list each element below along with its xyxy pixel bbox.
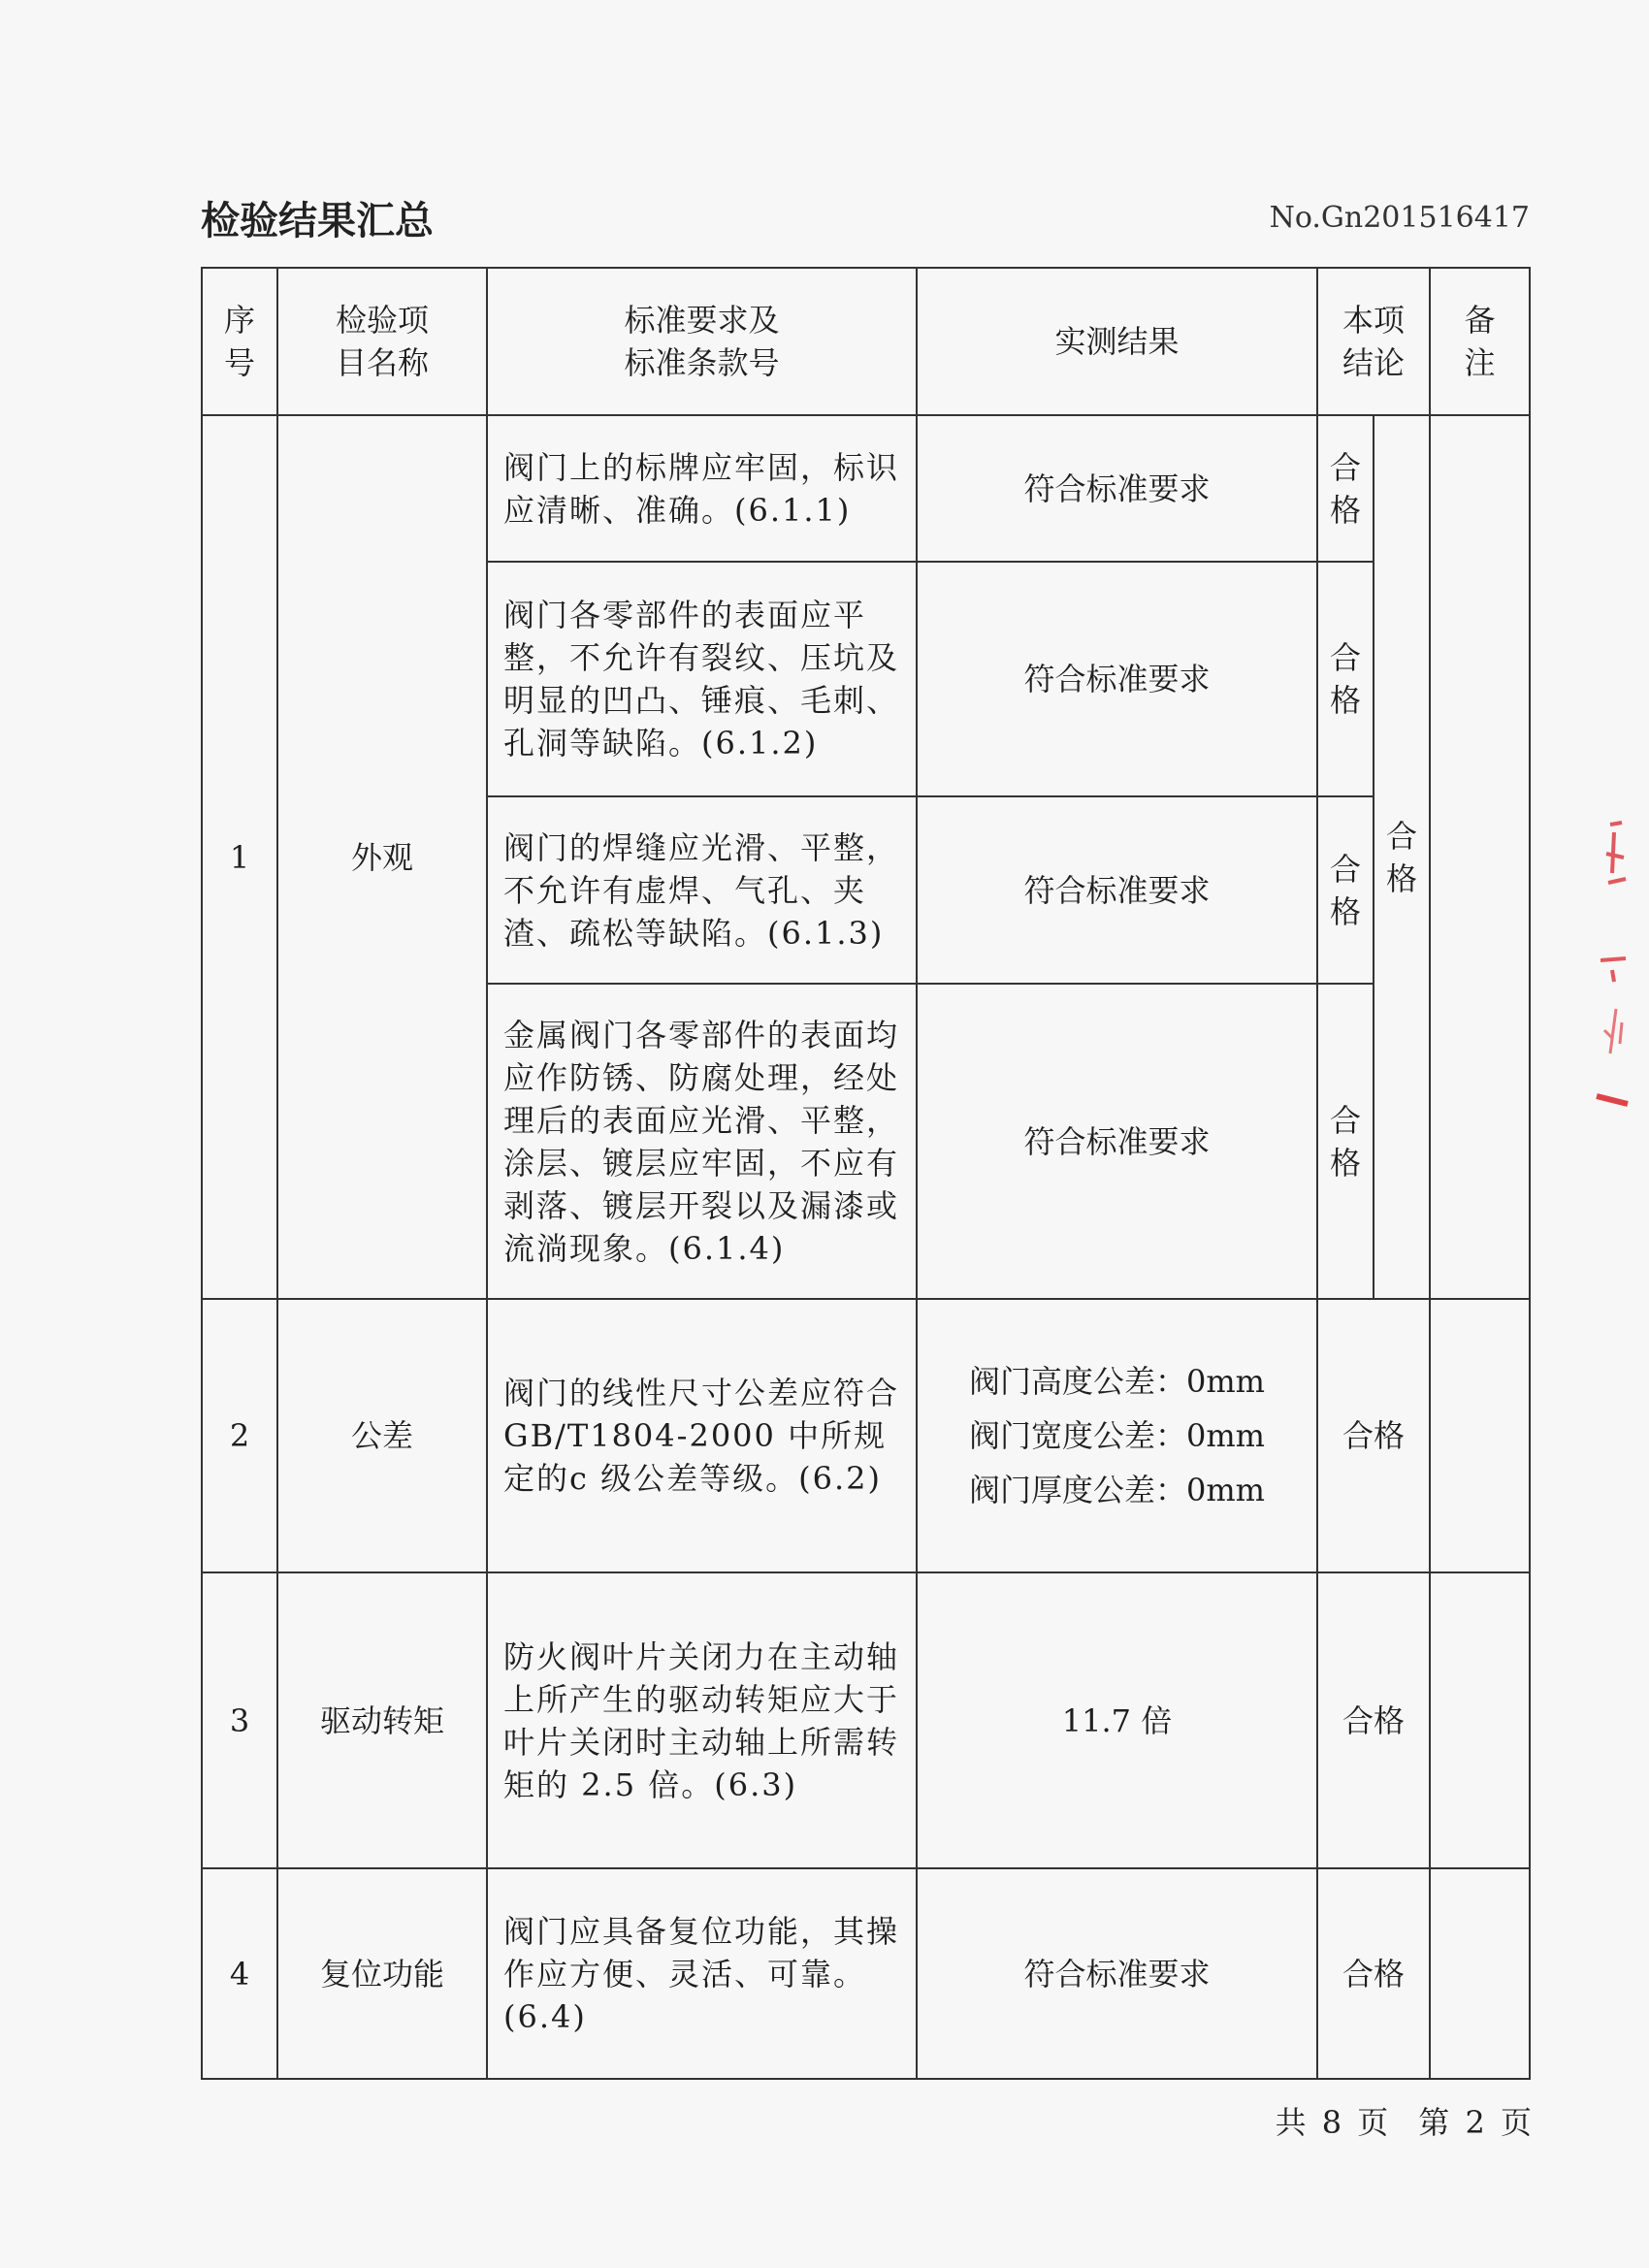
header-remark: 备注: [1430, 268, 1530, 415]
row-2-conclusion: 合格: [1317, 1299, 1430, 1572]
table-row: [202, 1299, 1530, 1572]
current-page: 第 2 页: [1418, 2104, 1535, 2141]
row-1-remark: [1430, 415, 1530, 1299]
row-1-sub-conclusion-4: 合格: [1317, 984, 1374, 1299]
row-4-conclusion: 合格: [1317, 1868, 1430, 2079]
row-1-sub-conclusion-2: 合格: [1317, 562, 1374, 796]
row-3-number: 3: [202, 1572, 277, 1868]
page-title: 检验结果汇总: [201, 199, 434, 243]
row-1-result-1: 符合标准要求: [917, 415, 1317, 562]
header-conclusion: 本项 结论: [1317, 268, 1430, 415]
row-4-number: 4: [202, 1868, 277, 2079]
row-2-requirement: 阀门的线性尺寸公差应符合GB/T1804-2000 中所规定的c 级公差等级。(6.2): [487, 1299, 917, 1572]
total-pages: 共 8 页: [1275, 2104, 1392, 2141]
header-item: 检验项 目名称: [277, 268, 487, 415]
row-3-requirement: 防火阀叶片关闭力在主动轴上所产生的驱动转矩应大于叶片关闭时主动轴上所需转矩的 2.5 倍。(6.3): [487, 1572, 917, 1868]
row-2-remark: [1430, 1299, 1530, 1572]
page-footer: [1248, 2098, 1535, 2143]
row-4-result: 符合标准要求: [917, 1868, 1317, 2079]
row-1-result-3: 符合标准要求: [917, 796, 1317, 984]
row-2-name: 公差: [277, 1299, 487, 1572]
report-number: No.Gn201516417: [1269, 201, 1530, 235]
row-1-requirement-1: 阀门上的标牌应牢固，标识应清晰、准确。(6.1.1): [487, 415, 917, 562]
row-3-remark: [1430, 1572, 1530, 1868]
row-1-result-4: 符合标准要求: [917, 984, 1317, 1299]
row-1-sub-conclusion-3: 合格: [1317, 796, 1374, 984]
row-1-requirement-2: 阀门各零部件的表面应平整，不允许有裂纹、压坑及明显的凹凸、锤痕、毛刺、孔洞等缺陷。(6.1.2): [487, 562, 917, 796]
row-4-requirement: 阀门应具备复位功能，其操作应方便、灵活、可靠。(6.4): [487, 1868, 917, 2079]
row-4-name: 复位功能: [277, 1868, 487, 2079]
row-1-requirement-4: 金属阀门各零部件的表面均应作防锈、防腐处理，经处理后的表面应光滑、平整，涂层、镀层应牢固，不应有剥落、镀层开裂以及漏漆或流淌现象。(6.1.4): [487, 984, 917, 1299]
row-3-name: 驱动转矩: [277, 1572, 487, 1868]
header-seq: 序号: [202, 268, 277, 415]
inspection-summary-table: [201, 267, 1531, 2080]
header-requirement: 标准要求及 标准条款号: [487, 268, 917, 415]
seal-stamp: [1593, 815, 1632, 1125]
row-4-remark: [1430, 1868, 1530, 2079]
result-thickness-tolerance: 阀门厚度公差：0mm: [968, 1472, 1266, 1508]
result-height-tolerance: 阀门高度公差：0mm: [968, 1363, 1266, 1400]
row-1-number: 1: [202, 415, 277, 1299]
row-1-sub-conclusion-1: 合格: [1317, 415, 1374, 562]
result-width-tolerance: 阀门宽度公差：0mm: [968, 1417, 1266, 1454]
row-3-conclusion: 合格: [1317, 1572, 1430, 1868]
row-1-requirement-3: 阀门的焊缝应光滑、平整，不允许有虚焊、气孔、夹渣、疏松等缺陷。(6.1.3): [487, 796, 917, 984]
table-row: [202, 415, 1530, 562]
row-1-name: 外观: [277, 415, 487, 1299]
row-2-number: 2: [202, 1299, 277, 1572]
row-3-result: 11.7 倍: [917, 1572, 1317, 1868]
header-result: 实测结果: [917, 268, 1317, 415]
table-header-row: [202, 268, 1530, 415]
row-1-result-2: 符合标准要求: [917, 562, 1317, 796]
row-2-results: [917, 1299, 1317, 1572]
table-row: [202, 1572, 1530, 1868]
table-row: [202, 1868, 1530, 2079]
row-1-overall-conclusion: 合格: [1374, 415, 1430, 1299]
